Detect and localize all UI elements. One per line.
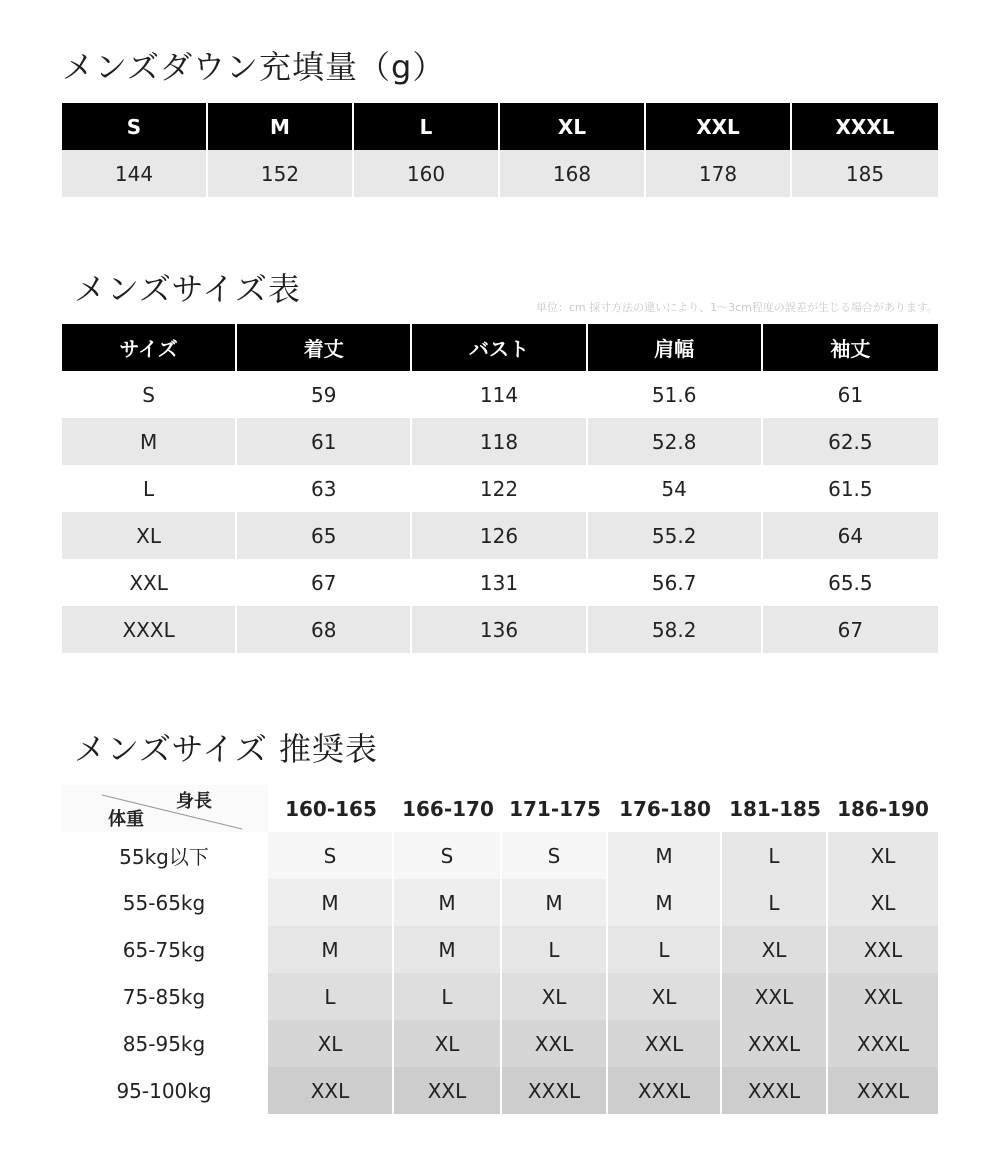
recommended-size-cell: M [394, 879, 502, 926]
height-header-cell: 176-180 [608, 785, 722, 832]
size-cell: 68 [237, 606, 412, 653]
size-header-cell: M [208, 103, 354, 150]
recommended-size-cell: XXL [268, 1067, 394, 1114]
table-row [62, 559, 938, 606]
fill-value-cell: 168 [500, 150, 646, 197]
recommended-size-cell: M [394, 926, 502, 973]
recommended-size-cell: XXXL [502, 1067, 608, 1114]
size-header-cell: XXL [646, 103, 792, 150]
height-header-cell: 186-190 [828, 785, 938, 832]
table-row [62, 926, 938, 973]
size-chart-table [62, 324, 938, 653]
recommended-size-cell: XL [502, 973, 608, 1020]
size-cell: 136 [412, 606, 587, 653]
size-cell: S [62, 371, 237, 418]
table-row [62, 371, 938, 418]
table-row [62, 1067, 938, 1114]
weight-cell: 85-95kg [62, 1020, 268, 1067]
size-cell: 61 [237, 418, 412, 465]
weight-cell: 55-65kg [62, 879, 268, 926]
recommended-size-cell: XXXL [828, 1067, 938, 1114]
table-row [62, 973, 938, 1020]
recommended-size-cell: XXL [828, 926, 938, 973]
recommended-size-cell: XXL [608, 1020, 722, 1067]
height-header-cell: 160-165 [268, 785, 394, 832]
table-row [62, 512, 938, 559]
recommended-size-cell: XXXL [722, 1067, 828, 1114]
recommended-size-cell: M [608, 832, 722, 879]
table-row [62, 465, 938, 512]
size-header-cell: XL [500, 103, 646, 150]
height-header-cell: 166-170 [394, 785, 502, 832]
recommended-size-cell: XL [722, 926, 828, 973]
size-cell: M [62, 418, 237, 465]
size-cell: 62.5 [763, 418, 938, 465]
fill-amount-table [62, 103, 938, 197]
header-sleeve: 袖丈 [763, 324, 938, 371]
weight-label: 体重 [108, 809, 144, 830]
header-shoulder: 肩幅 [588, 324, 763, 371]
table-header-row [62, 324, 938, 371]
weight-cell: 95-100kg [62, 1067, 268, 1114]
size-cell: 64 [763, 512, 938, 559]
recommended-size-cell: L [268, 973, 394, 1020]
recommended-size-cell: XXXL [722, 1020, 828, 1067]
height-header-cell: 181-185 [722, 785, 828, 832]
weight-cell: 55kg以下 [62, 832, 268, 879]
table-row [62, 150, 938, 197]
size-cell: XL [62, 512, 237, 559]
fill-value-cell: 160 [354, 150, 500, 197]
table-row [62, 879, 938, 926]
size-cell: 55.2 [588, 512, 763, 559]
size-cell: 65.5 [828, 570, 873, 595]
table-row [62, 418, 938, 465]
size-cell: 51.6 [588, 371, 763, 418]
recommended-size-cell: L [394, 973, 502, 1020]
size-header-cell: XXXL [792, 103, 938, 150]
size-cell: 63 [237, 465, 412, 512]
recommended-size-cell: L [722, 832, 828, 879]
height-header-cell: 171-175 [502, 785, 608, 832]
size-cell: 67 [237, 559, 412, 606]
size-cell: 131 [412, 559, 587, 606]
recommended-size-cell: S [268, 832, 394, 879]
weight-cell: 75-85kg [62, 973, 268, 1020]
size-cell: 114 [412, 371, 587, 418]
recommended-size-cell: XXL [722, 973, 828, 1020]
recommended-size-cell: S [502, 832, 608, 879]
recommended-size-cell: M [502, 879, 608, 926]
measurement-note: 単位：cm 採寸方法の違いにより、1〜3cm程度の誤差が生じる場合があります。 [535, 301, 938, 314]
size-cell: 126 [412, 512, 587, 559]
size-cell: 61 [837, 382, 864, 407]
table-header-row [62, 103, 938, 150]
size-cell: 122 [412, 465, 587, 512]
header-bust: バスト [412, 324, 587, 371]
header-length: 着丈 [237, 324, 412, 371]
size-cell: XXXL [62, 606, 237, 653]
corner-cell [62, 785, 268, 832]
size-cell: 118 [412, 418, 587, 465]
recommended-size-cell: XXXL [608, 1067, 722, 1114]
table-row [62, 832, 938, 879]
size-cell: 67 [763, 606, 938, 653]
recommend-chart-title: メンズサイズ 推奨表 [74, 730, 379, 768]
table-header-row [62, 785, 938, 832]
fill-value-cell: 144 [62, 150, 208, 197]
diagonal-divider [62, 785, 268, 832]
table-row [62, 1020, 938, 1067]
size-cell: 56.7 [588, 559, 763, 606]
size-cell: 59 [237, 371, 412, 418]
recommended-size-cell: XXXL [828, 1020, 938, 1067]
table-row [62, 606, 938, 653]
fill-value-cell: 185 [792, 150, 938, 197]
recommended-size-cell: M [608, 879, 722, 926]
recommended-size-cell: XXL [502, 1020, 608, 1067]
fill-value-cell: 178 [646, 150, 792, 197]
recommended-size-cell: XL [608, 973, 722, 1020]
size-cell: 54 [588, 465, 763, 512]
size-header-cell: L [354, 103, 500, 150]
recommended-size-cell: XXL [394, 1067, 502, 1114]
size-cell: 61.5 [828, 476, 873, 501]
recommended-size-cell: XL [268, 1020, 394, 1067]
recommended-size-cell: M [268, 926, 394, 973]
weight-cell: 65-75kg [62, 926, 268, 973]
size-cell: L [62, 465, 237, 512]
size-cell: 52.8 [588, 418, 763, 465]
recommended-size-cell: S [394, 832, 502, 879]
recommended-size-cell: XL [828, 832, 938, 879]
size-header-cell: S [62, 103, 208, 150]
height-label: 身長 [176, 791, 212, 812]
size-cell: 58.2 [588, 606, 763, 653]
size-cell: XXL [62, 559, 237, 606]
recommended-size-cell: L [502, 926, 608, 973]
recommended-size-cell: XL [394, 1020, 502, 1067]
recommend-table [62, 785, 938, 1114]
recommended-size-cell: M [268, 879, 394, 926]
header-size: サイズ [62, 324, 237, 371]
recommended-size-cell: L [608, 926, 722, 973]
size-cell: 65 [237, 512, 412, 559]
size-chart-title: メンズサイズ表 [74, 270, 301, 308]
fill-amount-title: メンズダウン充填量（g） [62, 48, 446, 86]
fill-value-cell: 152 [208, 150, 354, 197]
recommended-size-cell: L [722, 879, 828, 926]
recommended-size-cell: XXL [828, 973, 938, 1020]
recommended-size-cell: XL [828, 879, 938, 926]
